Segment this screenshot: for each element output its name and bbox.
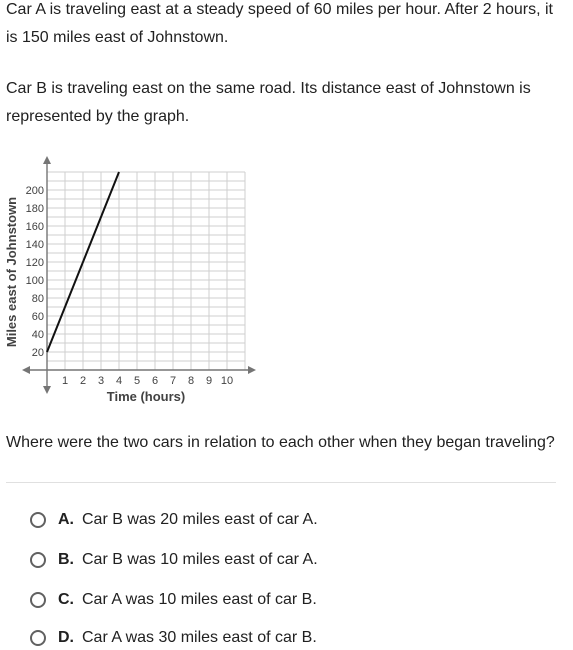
option-letter: A. [58, 511, 74, 528]
x-tick-label: 9 [205, 375, 213, 387]
x-tick-label: 10 [220, 375, 234, 387]
problem-paragraph-car-b: Car B is traveling east on the same road. Its distance east of Johnstown is represented by the graph. [6, 80, 531, 125]
radio-button[interactable] [30, 630, 46, 646]
radio-button[interactable] [30, 512, 46, 528]
option-letter: C. [58, 591, 74, 608]
question-text: Where were the two cars in relation to each other when they began traveling? [6, 434, 555, 451]
x-tick-label: 5 [133, 375, 141, 387]
radio-button[interactable] [30, 592, 46, 608]
divider [6, 482, 556, 483]
y-tick-label: 80 [31, 293, 44, 305]
x-tick-label: 8 [187, 375, 195, 387]
option-d[interactable] [30, 626, 317, 650]
x-tick-label: 3 [97, 375, 105, 387]
x-axis-arrow-left [22, 366, 30, 374]
y-tick-label: 20 [31, 347, 44, 359]
x-tick-label: 1 [61, 375, 69, 387]
distance-time-graph [0, 152, 270, 414]
x-tick-label: 4 [115, 375, 123, 387]
option-text: Car A was 10 miles east of car B. [82, 591, 317, 608]
y-tick-label: 180 [25, 203, 44, 215]
y-tick-label: 100 [25, 275, 44, 287]
option-c[interactable] [30, 588, 317, 612]
y-tick-label: 120 [25, 257, 44, 269]
x-tick-label: 2 [79, 375, 87, 387]
y-tick-label: 40 [31, 329, 44, 341]
x-axis-arrow-right [248, 366, 256, 374]
y-tick-label: 60 [31, 311, 44, 323]
option-a[interactable] [30, 508, 318, 532]
y-axis-arrow-up [43, 156, 51, 164]
y-axis-title: Miles east of Johnstown [4, 196, 19, 348]
y-tick-label: 200 [25, 185, 44, 197]
option-letter: B. [58, 551, 74, 568]
graph-axes [22, 156, 256, 394]
option-text: Car B was 20 miles east of car A. [82, 511, 318, 528]
y-tick-label: 140 [25, 239, 44, 251]
option-text: Car A was 30 miles east of car B. [82, 629, 317, 646]
option-text: Car B was 10 miles east of car A. [82, 551, 318, 568]
x-axis-title: Time (hours) [106, 389, 186, 404]
option-b[interactable] [30, 548, 318, 572]
y-tick-label: 160 [25, 221, 44, 233]
option-letter: D. [58, 629, 74, 646]
y-axis-arrow-down [43, 386, 51, 394]
radio-button[interactable] [30, 552, 46, 568]
graph-tick-labels [26, 185, 233, 387]
x-tick-label: 6 [151, 375, 159, 387]
graph-grid [47, 172, 245, 370]
x-tick-label: 7 [169, 375, 177, 387]
problem-paragraph-car-a: Car A is traveling east at a steady speed of 60 miles per hour. After 2 hours, it is 150 miles east of Johnstown. [6, 1, 553, 46]
